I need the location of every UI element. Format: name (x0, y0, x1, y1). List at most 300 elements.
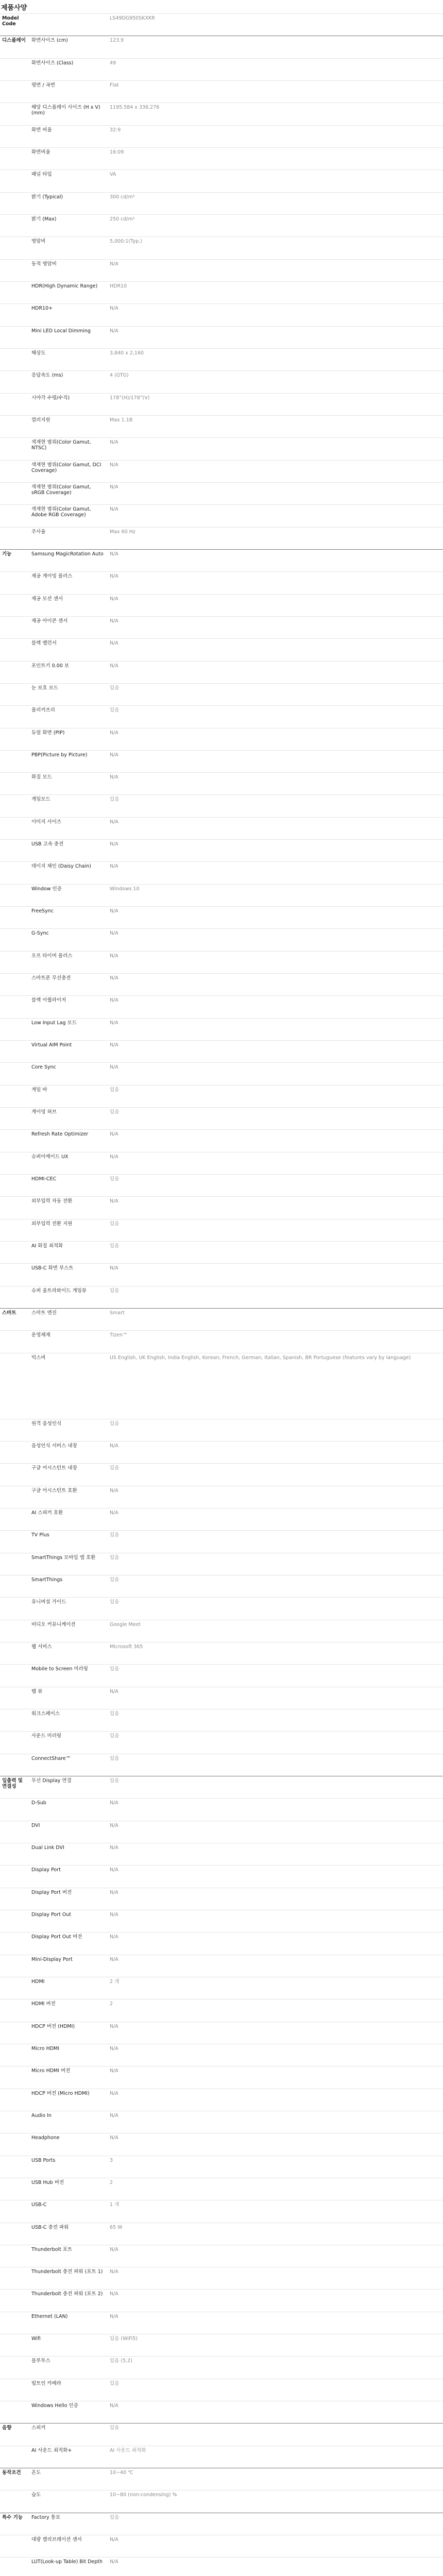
spec-label: 블랙 이퀄라이저 (31, 997, 66, 1004)
spec-row (0, 638, 443, 660)
spec-label: 밝기 (Max) (31, 216, 57, 222)
spec-value: Smart (110, 1310, 125, 1316)
spec-label: Mini LED Local Dimming (31, 328, 91, 334)
spec-value: N/A (110, 328, 118, 334)
spec-row (0, 1754, 443, 1776)
spec-row (0, 2379, 443, 2401)
spec-label: PBP(Picture by Picture) (31, 752, 88, 758)
section-name (0, 1130, 29, 1151)
spec-label: 블루투스 (31, 2358, 50, 2364)
section-name (0, 1175, 29, 1196)
spec-row (0, 36, 443, 58)
spec-value: N/A (110, 1487, 118, 1494)
section-name (0, 1286, 29, 1308)
section-name: 음향 (2, 2425, 12, 2431)
section-name (0, 1575, 29, 1597)
section-name (0, 483, 29, 504)
spec-row (0, 236, 443, 259)
section-name (0, 1197, 29, 1218)
spec-value: N/A (110, 730, 118, 736)
section-name (0, 2178, 29, 2200)
spec-row (0, 1419, 443, 1441)
spec-row (0, 1776, 443, 1798)
spec-label: Low Input Lag 모드 (31, 1020, 77, 1026)
spec-row (0, 1152, 443, 1174)
section-name (0, 371, 29, 393)
section-name: 기능 (2, 551, 12, 557)
spec-row (0, 1932, 443, 1954)
spec-value: N/A (110, 1042, 118, 1048)
spec-value: 있음 (110, 1554, 120, 1561)
spec-row (0, 80, 443, 103)
section-name (0, 1642, 29, 1664)
spec-label: 평면 / 곡면 (31, 82, 55, 88)
spec-value: Microsoft 365 (110, 1643, 143, 1650)
section-name (0, 1219, 29, 1241)
spec-label: 명암비 (31, 239, 46, 245)
spec-label: 탭 뷰 (31, 1688, 43, 1694)
spec-label: 화면 비율 (31, 127, 52, 133)
spec-value: 178°(H)/178°(V) (110, 395, 150, 401)
spec-value: 10~40 ℃ (110, 2470, 133, 2476)
spec-label: DVI (31, 1822, 40, 1828)
section-name (0, 2490, 29, 2512)
spec-value: N/A (110, 1934, 118, 1940)
spec-row (0, 1731, 443, 1753)
spec-value: 5,000:1(Typ.) (110, 239, 142, 245)
section-name (0, 595, 29, 616)
spec-value: 2 (110, 2001, 113, 2007)
section-name (0, 2066, 29, 2088)
section-name (0, 1464, 29, 1485)
section-name (0, 885, 29, 906)
spec-value: N/A (110, 2023, 118, 2029)
spec-row (0, 348, 443, 370)
spec-label: 색재현 범위(Color Gamut, DCI Coverage) (31, 462, 101, 473)
spec-row (0, 1888, 443, 1910)
spec-label: 제공 아이콘 센서 (31, 618, 68, 624)
section-name (0, 59, 29, 80)
spec-label: Display Port 버전 (31, 1889, 72, 1895)
spec-label: USB-C 충전 파워 (31, 2224, 69, 2230)
header-spacer (29, 14, 108, 36)
spec-label: 해당 디스플레이 사이즈 (H x V) (mm) (31, 105, 100, 116)
spec-label: 플리커프리 (31, 707, 55, 714)
section-name: 디스플레이 (2, 38, 26, 44)
section-name (0, 1531, 29, 1552)
spec-table (0, 13, 443, 2576)
spec-row (0, 1977, 443, 1999)
spec-row (0, 594, 443, 616)
spec-row (0, 214, 443, 236)
section-name (0, 639, 29, 660)
section-name (0, 1086, 29, 1107)
spec-value: 있음 (110, 1733, 120, 1739)
section-name (0, 1353, 29, 1419)
spec-row (0, 1441, 443, 1463)
spec-value: N/A (110, 2090, 118, 2096)
spec-label: USB Hub 버전 (31, 2179, 64, 2185)
spec-label: 동적 명암비 (31, 261, 57, 267)
spec-label: Dual Link DVI (31, 1844, 64, 1851)
spec-value: 있음 (110, 1420, 120, 1427)
spec-row (0, 303, 443, 326)
spec-label: 원격 음성인식 (31, 1420, 62, 1427)
spec-row (0, 147, 443, 170)
spec-value: AI 사운드 최적화 (110, 2447, 146, 2453)
spec-value: N/A (110, 1867, 118, 1873)
spec-row (0, 1709, 443, 1731)
spec-value: N/A (110, 953, 118, 959)
section-name (0, 1442, 29, 1463)
section-name (0, 237, 29, 259)
spec-row (0, 281, 443, 303)
spec-value: N/A (110, 752, 118, 758)
section-name (0, 572, 29, 594)
spec-label: 블랙 밸런서 (31, 640, 57, 647)
section-name (0, 2267, 29, 2289)
spec-label: AI 스피커 호환 (31, 1510, 63, 1516)
section-name: 동작조건 (2, 2470, 21, 2476)
spec-row (0, 1196, 443, 1218)
spec-row (0, 1463, 443, 1485)
spec-row (0, 661, 443, 683)
spec-label: ConnectShare™ (31, 1755, 71, 1761)
spec-row (0, 1129, 443, 1151)
section-name (0, 327, 29, 348)
spec-label: 색재현 범위(Color Gamut, sRGB Coverage) (31, 484, 91, 496)
spec-value: N/A (110, 1265, 118, 1272)
section-name (0, 1799, 29, 1820)
spec-row (0, 482, 443, 504)
spec-value: N/A (110, 863, 118, 870)
section-name (0, 2044, 29, 2066)
spec-row (0, 1910, 443, 1932)
spec-label: AI 화질 최적화 (31, 1243, 63, 1249)
spec-label: 구글 어시스턴트 호환 (31, 1487, 77, 1494)
spec-label: Thunderbolt 충전 파워 (포트 2) (31, 2291, 103, 2297)
section-name (0, 2089, 29, 2111)
spec-row (0, 1018, 443, 1040)
spec-value: N/A (110, 1822, 118, 1828)
spec-label: 듀얼 화면 (PIP) (31, 730, 65, 736)
spec-value: N/A (110, 551, 118, 557)
spec-label: 색재현 범위(Color Gamut, NTSC) (31, 439, 91, 451)
section-name (0, 2446, 29, 2468)
section-name (0, 1153, 29, 1174)
section-name (0, 2245, 29, 2267)
spec-value: N/A (110, 2068, 118, 2074)
spec-label: Core Sync (31, 1064, 56, 1071)
spec-value: N/A (110, 2112, 118, 2119)
spec-row (0, 2245, 443, 2267)
spec-value: 10~80 (non-condensing) % (110, 2492, 177, 2498)
spec-row (0, 2089, 443, 2111)
spec-row (0, 1687, 443, 1709)
spec-value: 3,840 x 2,160 (110, 350, 144, 356)
section-name (0, 148, 29, 170)
spec-label: 운영체제 (31, 1332, 50, 1338)
spec-label: 외부입력 전환 지원 (31, 1221, 73, 1227)
spec-label: 색재현 범위(Color Gamut, Adobe RGB Coverage) (31, 506, 91, 518)
spec-value: N/A (110, 908, 118, 914)
spec-value: 있음 (110, 1532, 120, 1538)
section-name (0, 818, 29, 839)
spec-value: N/A (110, 261, 118, 267)
spec-row (0, 192, 443, 214)
spec-label: 화면사이즈 (Class) (31, 60, 74, 66)
spec-label: 스마트 엔진 (31, 1310, 57, 1316)
section-name (0, 2357, 29, 2378)
section-name (0, 1665, 29, 1686)
spec-value: 있음 (110, 1465, 120, 1471)
spec-label: HDCP 버전 (Micro HDMI) (31, 2090, 90, 2096)
spec-value: 49 (110, 60, 116, 66)
spec-value: N/A (110, 1844, 118, 1851)
section-name (0, 304, 29, 326)
header-label: Model Code (2, 15, 19, 27)
spec-row (0, 2289, 443, 2311)
section-name (0, 1843, 29, 1865)
spec-label: Mini-Display Port (31, 1956, 73, 1962)
spec-value: 있음 (110, 2425, 120, 2431)
spec-label: SmartThings 모바일 앱 호환 (31, 1554, 96, 1561)
spec-label: 해상도 (31, 350, 46, 356)
spec-label: 패널 타입 (31, 172, 52, 178)
section-name (0, 193, 29, 214)
spec-label: 구글 어시스턴트 내장 (31, 1465, 77, 1471)
spec-label: Thunderbolt 충전 파워 (포트 1) (31, 2269, 103, 2275)
spec-label: 응답속도 (ms) (31, 372, 63, 379)
spec-label: 눈 보호 모드 (31, 685, 58, 691)
spec-row (0, 995, 443, 1018)
spec-label: 슈퍼아케이드 UX (31, 1154, 69, 1160)
spec-row (0, 1642, 443, 1664)
section-name (0, 929, 29, 951)
section-name (0, 795, 29, 817)
spec-row (0, 1999, 443, 2021)
spec-label: USB-C (31, 2202, 47, 2208)
section-name (0, 2401, 29, 2423)
spec-label: 이미지 사이즈 (31, 819, 62, 825)
spec-label: D-Sub (31, 1800, 46, 1806)
section-name (0, 2111, 29, 2133)
spec-label: USB-C 화면 부스트 (31, 1265, 74, 1272)
spec-row (0, 2267, 443, 2289)
section-name (0, 1754, 29, 1776)
header-value: LS49DG950SKXKR (110, 15, 155, 21)
spec-value: N/A (110, 306, 118, 312)
spec-row (0, 326, 443, 348)
spec-value: N/A (110, 506, 118, 513)
section-name (0, 282, 29, 303)
spec-row (0, 861, 443, 884)
spec-row (0, 2022, 443, 2044)
spec-row (0, 951, 443, 973)
section-name (0, 662, 29, 683)
spec-row (0, 2535, 443, 2557)
spec-row (0, 527, 443, 549)
section-name (0, 2200, 29, 2222)
spec-value: N/A (110, 1688, 118, 1694)
spec-value: 있음 (110, 2380, 120, 2386)
section-name (0, 2156, 29, 2178)
section-name (0, 840, 29, 861)
spec-row (0, 2178, 443, 2200)
spec-value: N/A (110, 573, 118, 580)
spec-label: 온도 (31, 2470, 41, 2476)
spec-row (0, 817, 443, 839)
spec-value: 1195.584 x 336.276 (110, 105, 160, 111)
spec-value: 2 개 (110, 1978, 120, 1985)
section-name (0, 2312, 29, 2334)
section-name: 입출력 및 연결성 (2, 1777, 23, 1789)
spec-row (0, 1486, 443, 1508)
section-name (0, 1999, 29, 2021)
spec-value: N/A (110, 1154, 118, 1160)
spec-row (0, 973, 443, 995)
spec-row (0, 2312, 443, 2334)
spec-row (0, 1263, 443, 1285)
spec-label: 게임 바 (31, 1087, 47, 1093)
spec-value: N/A (110, 439, 118, 446)
spec-row (0, 1664, 443, 1686)
section-name (0, 1933, 29, 1954)
section-name (0, 1598, 29, 1619)
section-name (0, 728, 29, 750)
spec-row (0, 2468, 443, 2490)
spec-row (0, 2356, 443, 2378)
spec-row (0, 1062, 443, 1084)
spec-value: Max 60 Hz (110, 529, 135, 535)
spec-value: Flat (110, 82, 119, 88)
spec-row (0, 1620, 443, 1642)
section-name (0, 1242, 29, 1263)
section-name (0, 170, 29, 192)
spec-value: HDR10 (110, 283, 127, 289)
section-name (0, 1264, 29, 1285)
spec-value: N/A (110, 841, 118, 848)
spec-value: N/A (110, 462, 118, 468)
spec-row (0, 393, 443, 415)
spec-row (0, 906, 443, 928)
spec-label: USB 고속 충전 (31, 841, 64, 848)
spec-row (0, 2200, 443, 2222)
spec-value: N/A (110, 774, 118, 781)
spec-label: Windows Hello 인증 (31, 2403, 78, 2409)
section-name (0, 215, 29, 236)
spec-value: N/A (110, 1198, 118, 1205)
spec-row (0, 683, 443, 705)
spec-row (0, 170, 443, 192)
section-name (0, 952, 29, 973)
spec-label: USB Ports (31, 2157, 56, 2163)
spec-value: 있음 (WiFi5) (110, 2336, 138, 2342)
spec-value: 65 W (110, 2224, 123, 2230)
spec-row (0, 1597, 443, 1619)
section-name (0, 528, 29, 549)
spec-row (0, 437, 443, 460)
spec-label: FreeSync (31, 908, 54, 914)
spec-value: 있음 (110, 1176, 120, 1182)
spec-value: N/A (110, 2045, 118, 2052)
spec-row (0, 728, 443, 750)
spec-label: Wifi (31, 2336, 41, 2342)
spec-label: HDMI (31, 1978, 45, 1985)
spec-value: 있음 (110, 2514, 120, 2520)
section-name (0, 2334, 29, 2356)
section-name (0, 416, 29, 437)
section-name (0, 1063, 29, 1084)
spec-value: 있음 (110, 1666, 120, 1672)
spec-row (0, 103, 443, 125)
section-name: 특수 기능 (2, 2514, 23, 2520)
section-name (0, 103, 29, 125)
spec-value: N/A (110, 2403, 118, 2409)
spec-label: 습도 (31, 2492, 41, 2498)
spec-row (0, 1241, 443, 1263)
spec-value: N/A (110, 930, 118, 937)
spec-row (0, 2156, 443, 2178)
spec-value: 있음 (110, 1243, 120, 1249)
spec-value: N/A (110, 819, 118, 825)
spec-row (0, 1821, 443, 1843)
spec-label: HDMI 버전 (31, 2001, 56, 2007)
spec-label: 시야각 수평/수직) (31, 395, 70, 401)
spec-label: 밝기 (Typical) (31, 194, 63, 200)
spec-value: N/A (110, 618, 118, 624)
spec-value: 있음 (110, 796, 120, 803)
spec-value: 4 (GTG) (110, 372, 129, 379)
spec-label: Samsung MagicRotation Auto (31, 551, 104, 557)
spec-value: N/A (110, 1889, 118, 1895)
section-name (0, 1041, 29, 1062)
spec-row (0, 1955, 443, 1977)
spec-label: Audio In (31, 2112, 52, 2119)
spec-label: Headphone (31, 2135, 60, 2141)
spec-row (0, 58, 443, 80)
spec-row (0, 2044, 443, 2066)
spec-value: N/A (110, 2291, 118, 2297)
section-name (0, 349, 29, 370)
section-name (0, 81, 29, 103)
spec-value: N/A (110, 663, 118, 669)
section-name (0, 1553, 29, 1575)
spec-row (0, 1286, 443, 1308)
spec-label: 게임모드 (31, 796, 50, 803)
spec-value: N/A (110, 1510, 118, 1516)
spec-row (0, 1843, 443, 1865)
spec-row (0, 1308, 443, 1330)
spec-row (0, 571, 443, 594)
spec-label: 화질 모드 (31, 774, 52, 781)
spec-label: 포인트키 0.00 보 (31, 663, 70, 669)
spec-label: Factory 통보 (31, 2514, 61, 2520)
spec-row (0, 750, 443, 772)
spec-value: Google Meet (110, 1621, 141, 1628)
spec-value: Windows 10 (110, 886, 140, 892)
spec-label: Refresh Rate Optimizer (31, 1131, 89, 1138)
spec-row (0, 2423, 443, 2445)
spec-value: 16:09 (110, 149, 124, 155)
section-name (0, 1019, 29, 1040)
spec-label: 슈퍼 울트라와이드 게임뷰 (31, 1287, 87, 1294)
section-name (0, 706, 29, 727)
spec-value: 1 개 (110, 2202, 120, 2208)
spec-label: 주사율 (31, 529, 46, 535)
spec-label: Micro HDMI (31, 2045, 60, 2052)
spec-value: N/A (110, 2269, 118, 2275)
